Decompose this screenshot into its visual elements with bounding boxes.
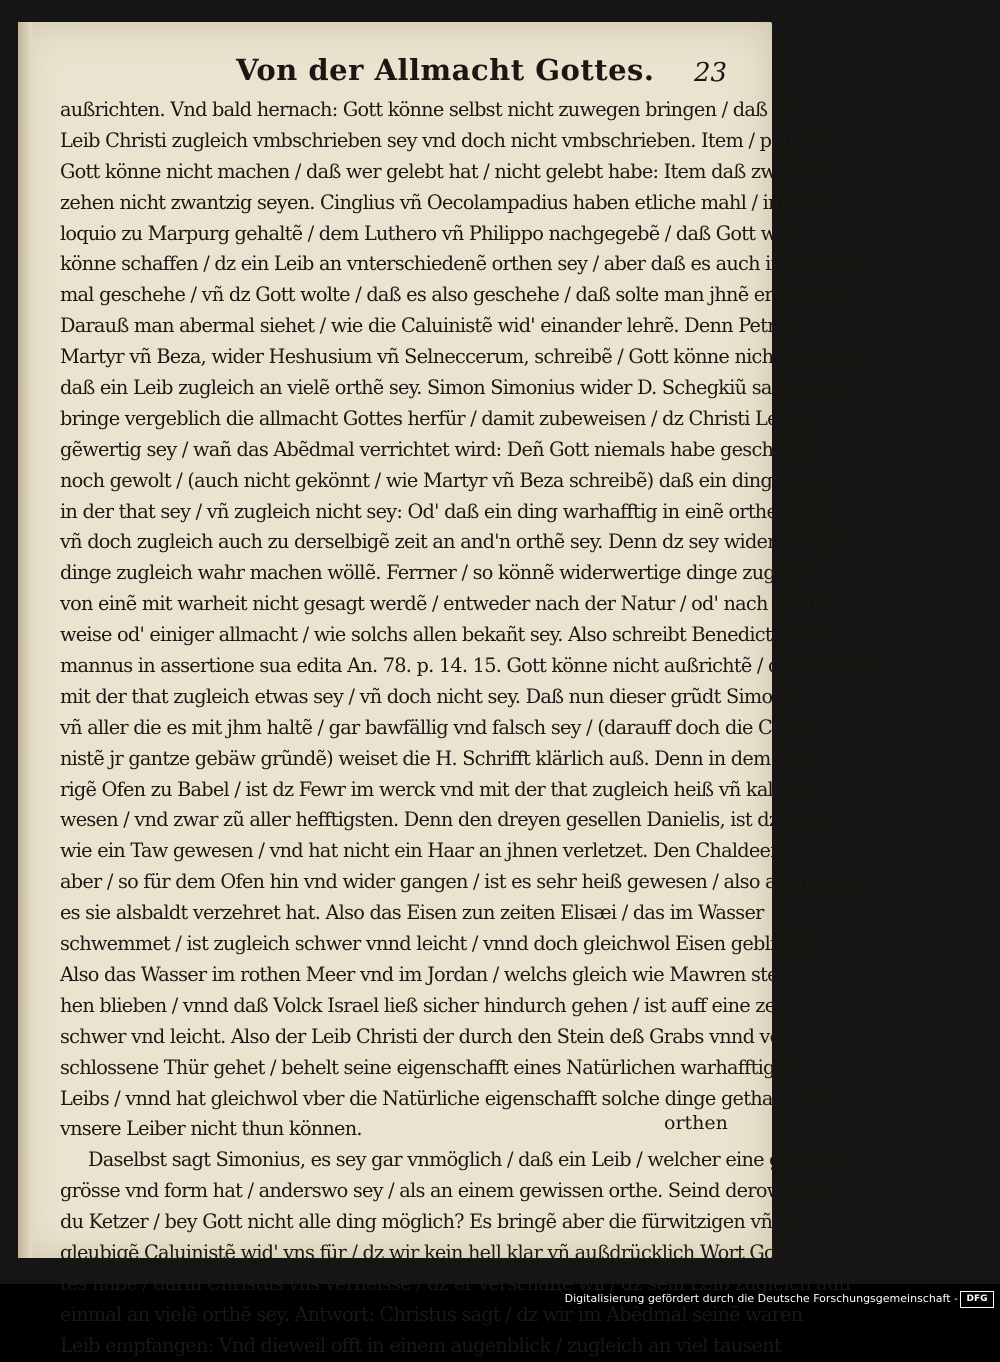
text-line: tes habẽ / dariñ Christus vns verheisse / dz er verschaffẽ wil / dz sein Leib zugleich auff — [60, 1271, 852, 1295]
text-line: du Ketzer / bey Gott nicht alle ding möglich? Es bringẽ aber die fürwitzigen vñ vn- — [60, 1210, 806, 1234]
text-line: dinge zugleich wahr machen wöllẽ. Ferrner / so könnẽ widerwertige dinge zugleich — [60, 561, 819, 585]
text-line: aber / so für dem Ofen hin vnd wider gangen / ist es sehr heiß gewesen / also auch / daß — [60, 870, 861, 894]
text-line: loquio zu Marpurg gehaltẽ / dem Luthero vñ Philippo nachgegebẽ / daß Gott wol — [60, 221, 793, 245]
text-line: vñ aller die es mit jhm haltẽ / gar bawfällig vnd falsch sey / (darauff doch die Calui- — [60, 715, 812, 739]
text-line: wesen / vnd zwar zũ aller hefftigsten. Denn den dreyen gesellen Danielis, ist dz Fewr — [60, 808, 831, 832]
binding-edge — [18, 22, 32, 1258]
text-line: wie ein Taw gewesen / vnd hat nicht ein Haar an jhnen verletzet. Den Chaldeern — [60, 839, 791, 863]
text-line: Leib Christi zugleich vmbschrieben sey vnd doch nicht vmbschrieben. Item / pag. 82. — [60, 128, 833, 152]
text-line: schwer vnd leicht. Also der Leib Christi der durch den Stein deß Grabs vnnd ver- — [60, 1024, 795, 1048]
text-line: von einẽ mit warheit nicht gesagt werdẽ / entweder nach der Natur / od' nach einiger — [60, 592, 837, 616]
text-line: bringe vergeblich die allmacht Gottes herfür / damit zubeweisen / dz Christi Leib ge- — [60, 406, 829, 430]
text-line: könne schaffen / dz ein Leib an vnterschiedenẽ orthen sey / aber daß es auch im Abend- — [60, 252, 858, 276]
text-line: grösse vnd form hat / anderswo sey / als an einem gewissen orthe. Seind derowegen — [60, 1179, 828, 1203]
text-line: es sie alsbaldt verzehret hat. Also das Eisen zun zeiten Elisæi / das im Wasser — [60, 901, 764, 925]
text-line: Leib empfangen: Vnd dieweil offt in einem augenblick / zugleich an viel tausent — [60, 1333, 781, 1357]
text-line: schlossene Thür gehet / behelt seine eigenschafft eines Natürlichen warhafftigen — [60, 1055, 797, 1079]
text-line: Gott könne nicht machen / daß wer gelebt hat / nicht gelebt habe: Item daß zweymal — [60, 159, 831, 183]
text-line: zehen nicht zwantzig seyen. Cinglius vñ Oecolampadius haben etliche mahl / im Col- — [60, 190, 827, 214]
page-number: 23 — [694, 58, 728, 88]
text-line: Also das Wasser im rothen Meer vnd im Jordan / welchs gleich wie Mawren ste- — [60, 962, 784, 986]
text-line: gẽwertig sey / wañ das Abẽdmal verrichtet wird: Deñ Gott niemals habe geschaffet — [60, 437, 815, 461]
text-line: außrichten. Vnd bald hernach: Gott könne selbst nicht zuwegen bringen / daß der — [60, 98, 804, 121]
text-line: weise od' einiger allmacht / wie solchs allen bekañt sey. Also schreibt Benedictus Thal- — [60, 623, 844, 647]
dfg-logo: DFG — [960, 1291, 994, 1308]
text-line: hen blieben / vnnd daß Volck Israel ließ sicher hindurch gehen / ist auff eine zeit — [60, 993, 788, 1017]
running-head: Von der Allmacht Gottes. — [236, 53, 655, 87]
catchword: orthen — [664, 1112, 728, 1134]
text-line: Leibs / vnnd hat gleichwol vber die Natürliche eigenschafft solche dinge gethan / die — [60, 1086, 829, 1110]
text-line: mal geschehe / vñ dz Gott wolte / daß es also geschehe / daß solte man jhnẽ erweisen. — [60, 283, 842, 307]
text-line: mit der that zugleich etwas sey / vñ doch nicht sey. Daß nun dieser grũdt Simonij, — [60, 684, 800, 708]
text-line: gleubigẽ Caluinistẽ wid' vns für / dz wir kein hell klar vñ außdrücklich Wort Got- — [60, 1240, 788, 1264]
text-line: Darauß man abermal siehet / wie die Caluinistẽ wid' einander lehrẽ. Denn Petrus — [60, 314, 797, 338]
text-line: in der that sey / vñ zugleich nicht sey: Od' daß ein ding warhafftig in einẽ orthe allein — [60, 499, 832, 523]
text-line: Daselbst sagt Simonius, es sey gar vnmöglich / daß ein Leib / welcher eine gewisse — [88, 1148, 842, 1172]
text-line: vñ doch zugleich auch zu derselbigẽ zeit an and'n orthẽ sey. Denn dz sey widerwertige — [60, 530, 846, 554]
digitization-credit: Digitalisierung gefördert durch die Deutsche Forschungsgemeinschaft - — [564, 1292, 958, 1305]
text-line: einmal an vielẽ orthẽ sey. Antwort: Christus sagt / dz wir im Abẽdmal seinẽ waren — [60, 1302, 803, 1326]
text-line: noch gewolt / (auch nicht gekönnt / wie Martyr vñ Beza schreibẽ) daß ein ding etwas — [60, 468, 831, 492]
text-line: vnsere Leiber nicht thun können. — [60, 1117, 362, 1141]
text-line: schwemmet / ist zugleich schwer vnnd leicht / vnnd doch gleichwol Eisen geblieben. — [60, 932, 826, 956]
text-line: mannus in assertione sua edita An. 78. p. 14. 15. Gott könne nicht außrichtẽ / daß ein ding — [60, 654, 882, 678]
text-line: rigẽ Ofen zu Babel / ist dz Fewr im werck vnd mit der that zugleich heiß vñ kalt ge- — [60, 777, 814, 801]
text-line: daß ein Leib zugleich an vielẽ orthẽ sey. Simon Simonius wider D. Schegkiũ sagt / man — [60, 376, 847, 400]
text-line: Martyr vñ Beza, wider Heshusium vñ Selneccerum, schreibẽ / Gott könne nicht machen / — [60, 345, 870, 369]
text-line: nistẽ jr gantze gebäw grũndẽ) weiset die H. Schrifft klärlich auß. Denn in dem feu- — [60, 746, 811, 770]
